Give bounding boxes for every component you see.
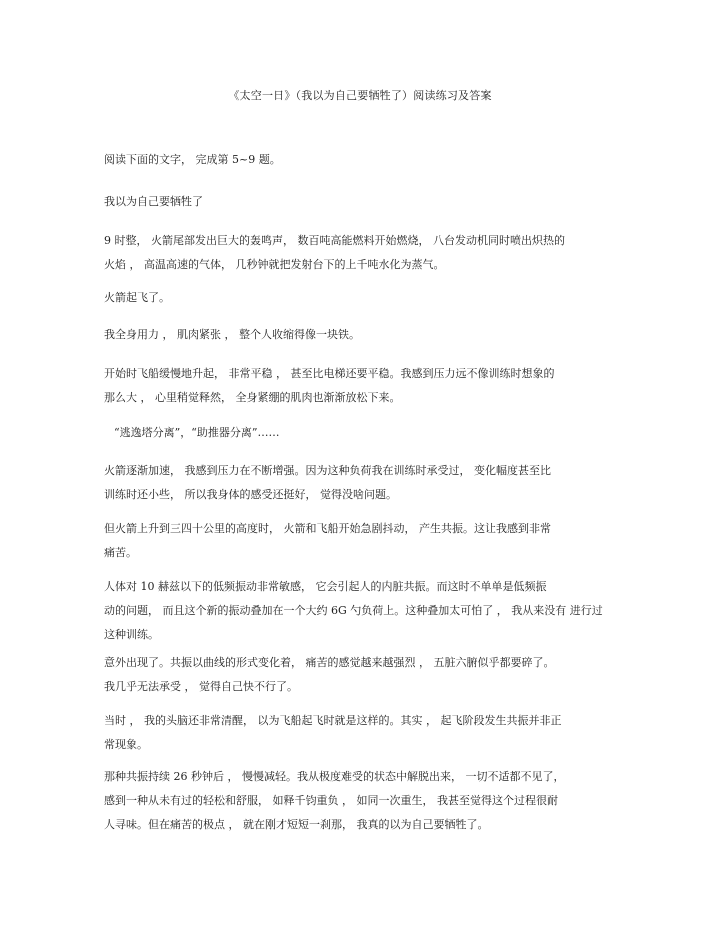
paragraph-line: 9 时整， 火箭尾部发出巨大的轰鸣声， 数百吨高能燃料开始燃烧， 八台发动机同时喷出炽热的 xyxy=(104,234,565,247)
paragraph-line: 人寻味。但在痛苦的极点 ， 就在刚才短短一刹那， 我真的以为自己要牺牲了。 xyxy=(104,818,489,831)
passage-title-paragraph xyxy=(104,190,604,214)
paragraph-line: 那么大 ， 心里稍觉释然， 全身紧绷的肌肉也渐渐放松下来。 xyxy=(104,391,401,404)
paragraph-line: 我几乎无法承受 ， 觉得自己快不行了。 xyxy=(104,680,298,693)
paragraph-line: 但火箭上升到三四十公里的高度时， 火箭和飞船开始急剧抖动， 产生共振。这让我感到非常 xyxy=(104,522,551,535)
paragraph-4 xyxy=(104,362,604,410)
paragraph-line: 这种训练。 xyxy=(104,628,159,641)
paragraph-2 xyxy=(104,286,604,310)
paragraph-6 xyxy=(104,459,604,507)
paragraph-9 xyxy=(104,651,604,699)
paragraph-10 xyxy=(104,709,604,757)
instruction-paragraph xyxy=(104,148,604,172)
paragraph-7 xyxy=(104,517,604,565)
paragraph-line: 我全身用力 ， 肌肉紧张 ， 整个人收缩得像一块铁。 xyxy=(104,328,360,341)
paragraph-line: 当时 ， 我的头脑还非常清醒， 以为飞船起飞时就是这样的。其实 ， 起飞阶段发生共振并非正 xyxy=(104,714,562,727)
paragraph-line: 火箭逐渐加速， 我感到压力在不断增强。因为这种负荷我在训练时承受过， 变化幅度甚至比 xyxy=(104,464,551,477)
paragraph-line: “逃逸塔分离”，“助推器分离”…… xyxy=(114,426,280,439)
paragraph-line: 人体对 10 赫兹以下的低频振动非常敏感， 它会引起人的内脏共振。而这时不单单是低频振 xyxy=(104,580,547,593)
passage-title: 我以为自己要牺牲了 xyxy=(104,195,203,208)
paragraph-11 xyxy=(104,765,604,837)
paragraph-line: 常现象。 xyxy=(104,738,148,751)
paragraph-line: 火焰 ， 高温高速的气体， 几秒钟就把发射台下的上千吨水化为蒸气。 xyxy=(104,258,445,271)
paragraph-line: 那种共振持续 26 秒钟后 ， 慢慢减轻。我从极度难受的状态中解脱出来， 一切不适都不见了， xyxy=(104,770,565,783)
paragraph-line: 火箭起飞了。 xyxy=(104,291,170,304)
paragraph-line: 意外出现了。共振以曲线的形式变化着， 痛苦的感觉越来越强烈 ， 五脏六腑似乎都要碎了。 xyxy=(104,656,555,669)
paragraph-3 xyxy=(104,323,604,347)
paragraph-5 xyxy=(114,421,614,445)
paragraph-line: 开始时飞船缓慢地升起， 非常平稳 ， 甚至比电梯还要平稳。我感到压力远不像训练时想象的 xyxy=(104,367,555,380)
paragraph-line: 感到一种从未有过的轻松和舒服， 如释千钧重负 ， 如同一次重生， 我甚至觉得这个过程很耐 xyxy=(104,794,558,807)
paragraph-8 xyxy=(104,575,604,647)
paragraph-1 xyxy=(104,229,604,277)
paragraph-line: 动的问题， 而且这个新的振动叠加在一个大约 6G 勺负荷上。这种叠加太可怕了 ， 我从来没有 进行过 xyxy=(104,604,603,617)
instruction-text: 阅读下面的文字， 完成第 5~9 题。 xyxy=(104,153,281,166)
document-title: 《太空一日》（我以为自己要牺牲了）阅读练习及答案 xyxy=(228,89,492,102)
paragraph-line: 训练时还小些， 所以我身体的感受还挺好， 觉得没啥问题。 xyxy=(104,488,397,501)
paragraph-line: 痛苦。 xyxy=(104,546,137,559)
